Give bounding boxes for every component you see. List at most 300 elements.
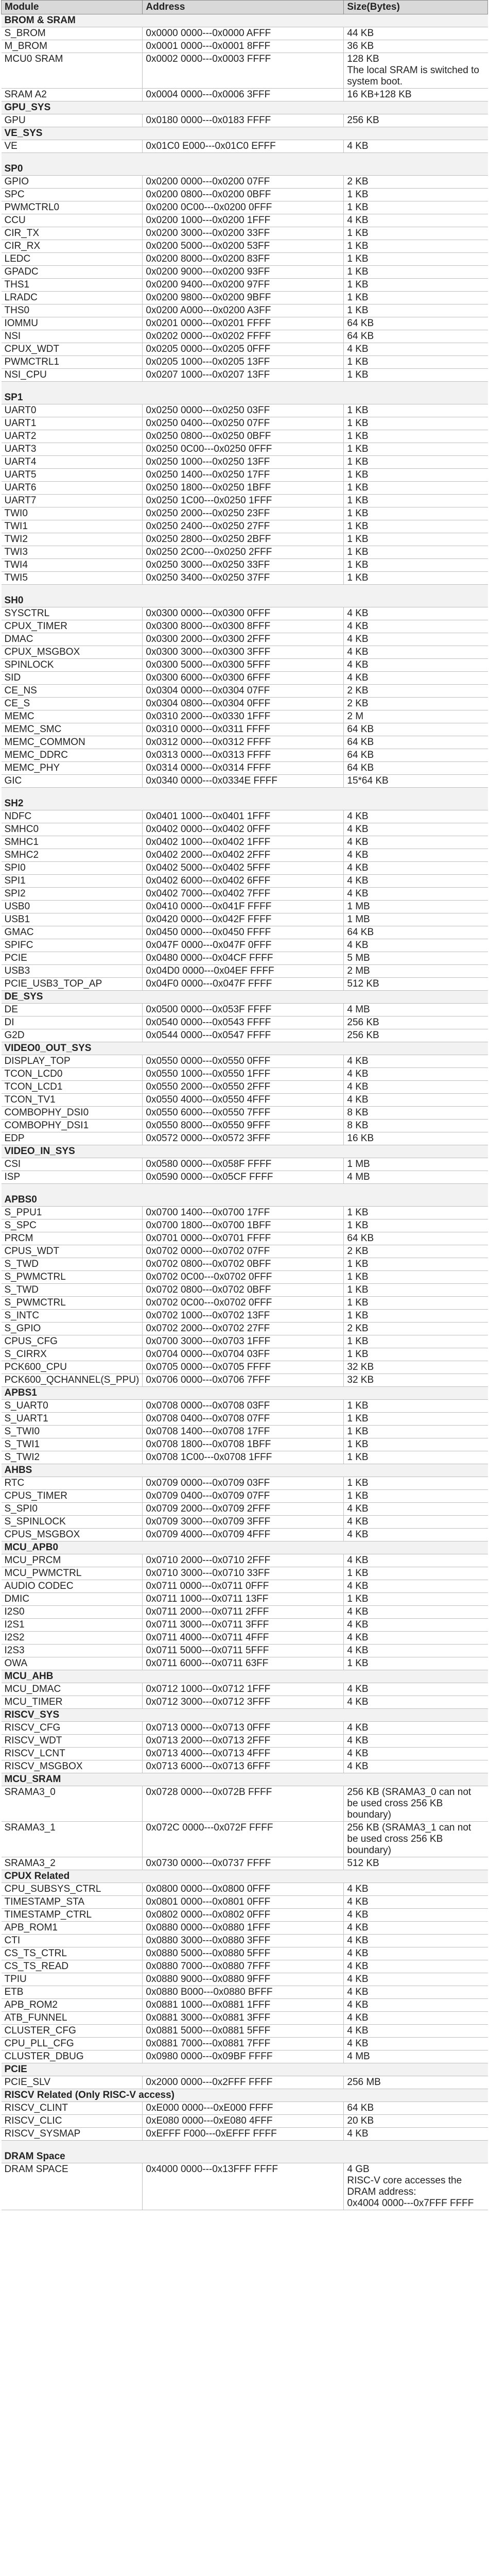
module-cell: TCON_TV1 [2, 1094, 143, 1107]
table-row [2, 304, 488, 317]
size-cell: 4 KB [344, 1722, 488, 1735]
table-row [2, 810, 488, 823]
module-cell: SPI1 [2, 875, 143, 888]
module-cell: S_TWD [2, 1284, 143, 1297]
table-row [2, 1580, 488, 1593]
table-row [2, 140, 488, 153]
size-cell: 4 KB [344, 2128, 488, 2141]
table-row [2, 369, 488, 382]
address-cell: 0x0711 2000---0x0711 2FFF [143, 1606, 344, 1619]
address-cell: 0x0250 2000---0x0250 23FF [143, 507, 344, 520]
address-cell: 0x0300 5000---0x0300 5FFF [143, 659, 344, 672]
module-cell: S_PWMCTRL [2, 1297, 143, 1310]
address-cell: 0x0202 0000---0x0202 FFFF [143, 330, 344, 343]
module-cell: S_UART0 [2, 1400, 143, 1413]
size-cell: 4 KB [344, 1580, 488, 1593]
size-cell: 4 KB [344, 939, 488, 952]
module-cell: RISCV_SYSMAP [2, 2128, 143, 2141]
table-row [2, 27, 488, 40]
module-cell: CPU_PLL_CFG [2, 2038, 143, 2050]
size-cell: 1 KB [344, 1219, 488, 1232]
size-cell: 4 GB RISC-V core accesses the DRAM address: 0x4004 0000---0x7FFF FFFF [344, 2163, 488, 2210]
table-row [2, 698, 488, 710]
address-cell: 0x0200 5000---0x0200 53FF [143, 240, 344, 253]
section-header-row [2, 991, 488, 1004]
table-row [2, 823, 488, 836]
address-cell: 0x0705 0000---0x0705 FFFF [143, 1361, 344, 1374]
size-cell: 4 KB [344, 140, 488, 153]
address-cell: 0x0402 6000---0x0402 6FFF [143, 875, 344, 888]
table-row [2, 1632, 488, 1645]
table-row [2, 1748, 488, 1760]
table-row [2, 1374, 488, 1387]
module-cell: TIMESTAMP_CTRL [2, 1909, 143, 1922]
module-cell: MEMC [2, 710, 143, 723]
module-cell: MCU_DMAC [2, 1683, 143, 1696]
module-cell: S_UART1 [2, 1413, 143, 1426]
module-cell: SYSCTRL [2, 607, 143, 620]
address-cell: 0x047F 0000---0x047F 0FFF [143, 939, 344, 952]
address-cell: 0x0704 0000---0x0704 03FF [143, 1348, 344, 1361]
size-cell: 4 KB [344, 2012, 488, 2025]
table-row [2, 1094, 488, 1107]
module-cell: UART4 [2, 456, 143, 469]
module-cell: SID [2, 672, 143, 685]
table-row [2, 2115, 488, 2128]
table-row [2, 1999, 488, 2012]
table-header-row [2, 1, 488, 14]
module-cell: USB3 [2, 965, 143, 978]
address-cell: 0x0700 1400---0x0700 17FF [143, 1207, 344, 1219]
address-cell: 0x0410 0000---0x041F FFFF [143, 901, 344, 913]
section-header-row [2, 2089, 488, 2102]
address-cell: 0x0000 0000---0x0000 AFFF [143, 27, 344, 40]
address-cell: 0x0708 0000---0x0708 03FF [143, 1400, 344, 1413]
size-cell: 1 KB [344, 1310, 488, 1323]
size-cell: 1 KB [344, 533, 488, 546]
memory-map-body [2, 14, 488, 2210]
address-cell: 0x0300 8000---0x0300 8FFF [143, 620, 344, 633]
table-row [2, 952, 488, 965]
size-cell: 1 KB [344, 546, 488, 559]
module-cell: UART2 [2, 430, 143, 443]
address-cell: 0x0701 0000---0x0701 FFFF [143, 1232, 344, 1245]
size-cell: 8 KB [344, 1107, 488, 1120]
section-header-row [2, 585, 488, 607]
table-row [2, 1554, 488, 1567]
address-cell: 0x072C 0000---0x072F FFFF [143, 1822, 344, 1857]
table-row [2, 1158, 488, 1171]
address-cell: 0x0200 A000---0x0200 A3FF [143, 304, 344, 317]
section-header-row [2, 2141, 488, 2163]
size-cell: 1 KB [344, 304, 488, 317]
table-row [2, 913, 488, 926]
module-cell: CIR_TX [2, 227, 143, 240]
table-row [2, 1284, 488, 1297]
size-cell: 1 KB [344, 469, 488, 482]
table-row [2, 1451, 488, 1464]
address-cell: 0x0702 2000---0x0702 27FF [143, 1323, 344, 1335]
address-cell: 0x0250 2400---0x0250 27FF [143, 520, 344, 533]
table-row [2, 227, 488, 240]
table-row [2, 1516, 488, 1529]
module-cell: MCU0 SRAM [2, 53, 143, 89]
table-row [2, 1986, 488, 1999]
address-cell: 0x4000 0000---0x13FFF FFFF [143, 2163, 344, 2210]
module-cell: MCU_PWMCTRL [2, 1567, 143, 1580]
table-row [2, 546, 488, 559]
section-title: DRAM Space [2, 2141, 488, 2163]
module-cell: CS_TS_READ [2, 1960, 143, 1973]
address-cell: 0x0310 0000---0x0311 FFFF [143, 723, 344, 736]
module-cell: GMAC [2, 926, 143, 939]
section-header-row [2, 1773, 488, 1786]
module-cell: PCK600_CPU [2, 1361, 143, 1374]
size-cell: 2 KB [344, 685, 488, 698]
address-cell: 0x0711 5000---0x0711 5FFF [143, 1645, 344, 1657]
size-cell: 256 KB [344, 1016, 488, 1029]
module-cell: NSI_CPU [2, 369, 143, 382]
address-cell: 0x0200 9800---0x0200 9BFF [143, 292, 344, 304]
module-cell: S_SPC [2, 1219, 143, 1232]
module-cell: IOMMU [2, 317, 143, 330]
size-cell: 1 KB [344, 417, 488, 430]
table-row [2, 685, 488, 698]
address-cell: 0x0710 3000---0x0710 33FF [143, 1567, 344, 1580]
section-title: SP1 [2, 382, 488, 404]
size-cell: 64 KB [344, 749, 488, 762]
size-cell: 512 KB [344, 1857, 488, 1870]
size-cell: 1 KB [344, 1593, 488, 1606]
address-cell: 0x0700 1800---0x0700 1BFF [143, 1219, 344, 1232]
module-cell: CIR_RX [2, 240, 143, 253]
size-cell: 4 KB [344, 1068, 488, 1081]
header-module: Module [2, 1, 143, 14]
size-cell: 4 KB [344, 1986, 488, 1999]
size-cell: 4 KB [344, 1619, 488, 1632]
address-cell: 0x0402 5000---0x0402 5FFF [143, 862, 344, 875]
table-row [2, 875, 488, 888]
address-cell: 0x0207 1000---0x0207 13FF [143, 369, 344, 382]
table-row [2, 939, 488, 952]
table-row [2, 1722, 488, 1735]
table-row [2, 659, 488, 672]
module-cell: THS1 [2, 279, 143, 292]
module-cell: TWI0 [2, 507, 143, 520]
size-cell: 4 KB [344, 620, 488, 633]
table-row [2, 1960, 488, 1973]
address-cell: 0x0201 0000---0x0201 FFFF [143, 317, 344, 330]
table-row [2, 2163, 488, 2210]
size-cell: 64 KB [344, 762, 488, 775]
size-cell: 64 KB [344, 2102, 488, 2115]
address-cell: 0xEFFF F000---0xEFFF FFFF [143, 2128, 344, 2141]
size-cell: 2 KB [344, 1323, 488, 1335]
table-row [2, 1081, 488, 1094]
address-cell: 0x2000 0000---0x2FFF FFFF [143, 2076, 344, 2089]
module-cell: USB0 [2, 901, 143, 913]
table-row [2, 836, 488, 849]
module-cell: PCIE_SLV [2, 2076, 143, 2089]
address-cell: 0x0001 0000---0x0001 8FFF [143, 40, 344, 53]
module-cell: S_TWD [2, 1258, 143, 1271]
size-cell: 4 KB [344, 1883, 488, 1896]
size-cell: 1 KB [344, 1284, 488, 1297]
address-cell: 0x0711 6000---0x0711 63FF [143, 1657, 344, 1670]
module-cell: TPIU [2, 1973, 143, 1986]
size-cell: 4 KB [344, 2025, 488, 2038]
section-header-row [2, 1042, 488, 1055]
module-cell: CPUS_MSGBOX [2, 1529, 143, 1541]
size-cell: 1 KB [344, 369, 488, 382]
table-row [2, 749, 488, 762]
address-cell: 0x0200 1000---0x0200 1FFF [143, 214, 344, 227]
size-cell: 1 KB [344, 1438, 488, 1451]
module-cell: SRAM A2 [2, 89, 143, 101]
address-cell: 0x0713 0000---0x0713 0FFF [143, 1722, 344, 1735]
module-cell: CPUS_WDT [2, 1245, 143, 1258]
module-cell: DISPLAY_TOP [2, 1055, 143, 1068]
size-cell: 4 KB [344, 823, 488, 836]
table-row [2, 1822, 488, 1857]
module-cell: CLUSTER_DBUG [2, 2050, 143, 2063]
module-cell: GPADC [2, 266, 143, 279]
address-cell: 0x0711 1000---0x0711 13FF [143, 1593, 344, 1606]
module-cell: LRADC [2, 292, 143, 304]
table-row [2, 723, 488, 736]
module-cell: I2S1 [2, 1619, 143, 1632]
module-cell: G2D [2, 1029, 143, 1042]
module-cell: PRCM [2, 1232, 143, 1245]
size-cell: 1 KB [344, 240, 488, 253]
size-cell: 256 KB [344, 1029, 488, 1042]
module-cell: DI [2, 1016, 143, 1029]
module-cell: RISCV_MSGBOX [2, 1760, 143, 1773]
size-cell: 2 KB [344, 1245, 488, 1258]
address-cell: 0x01C0 E000---0x01C0 EFFF [143, 140, 344, 153]
address-cell: 0x0550 1000---0x0550 1FFF [143, 1068, 344, 1081]
table-row [2, 1426, 488, 1438]
size-cell: 4 KB [344, 849, 488, 862]
address-cell: 0x0304 0000---0x0304 07FF [143, 685, 344, 698]
table-row [2, 1219, 488, 1232]
address-cell: 0x0480 0000---0x04CF FFFF [143, 952, 344, 965]
table-row [2, 1055, 488, 1068]
address-cell: 0x0713 4000---0x0713 4FFF [143, 1748, 344, 1760]
module-cell: SRAMA3_1 [2, 1822, 143, 1857]
address-cell: 0x0180 0000---0x0183 FFFF [143, 114, 344, 127]
size-cell: 1 KB [344, 201, 488, 214]
module-cell: DE [2, 1004, 143, 1016]
table-row [2, 1297, 488, 1310]
size-cell: 4 KB [344, 1922, 488, 1935]
module-cell: MEMC_SMC [2, 723, 143, 736]
address-cell: 0x0708 1800---0x0708 1BFF [143, 1438, 344, 1451]
size-cell: 4 KB [344, 1055, 488, 1068]
size-cell: 4 KB [344, 1516, 488, 1529]
table-row [2, 607, 488, 620]
section-header-row [2, 1709, 488, 1722]
size-cell: 4 KB [344, 1935, 488, 1947]
section-title: SP0 [2, 153, 488, 176]
module-cell: RISCV_CLIC [2, 2115, 143, 2128]
address-cell: 0x0200 8000---0x0200 83FF [143, 253, 344, 266]
size-cell: 15*64 KB [344, 775, 488, 788]
address-cell: 0x0880 B000---0x0880 BFFF [143, 1986, 344, 1999]
module-cell: UART7 [2, 495, 143, 507]
address-cell: 0x0550 0000---0x0550 0FFF [143, 1055, 344, 1068]
size-cell: 4 KB [344, 862, 488, 875]
address-cell: 0x0802 0000---0x0802 0FFF [143, 1909, 344, 1922]
address-cell: 0x0980 0000---0x09BF FFFF [143, 2050, 344, 2063]
module-cell: PWMCTRL1 [2, 356, 143, 369]
address-cell: 0x0702 0800---0x0702 0BFF [143, 1284, 344, 1297]
section-header-row [2, 153, 488, 176]
size-cell: 1 KB [344, 430, 488, 443]
table-row [2, 1438, 488, 1451]
module-cell: I2S3 [2, 1645, 143, 1657]
size-cell: 1 KB [344, 495, 488, 507]
size-cell: 1 KB [344, 1490, 488, 1503]
address-cell: 0x0800 0000---0x0800 0FFF [143, 1883, 344, 1896]
address-cell: 0x0708 0400---0x0708 07FF [143, 1413, 344, 1426]
address-cell: 0x0709 4000---0x0709 4FFF [143, 1529, 344, 1541]
table-row [2, 1760, 488, 1773]
size-cell: 1 KB [344, 1207, 488, 1219]
module-cell: RTC [2, 1477, 143, 1490]
address-cell: 0x0702 0000---0x0702 07FF [143, 1245, 344, 1258]
table-row [2, 533, 488, 546]
table-row [2, 559, 488, 572]
table-row [2, 330, 488, 343]
address-cell: 0x0300 6000---0x0300 6FFF [143, 672, 344, 685]
size-cell: 4 KB [344, 659, 488, 672]
table-row [2, 1683, 488, 1696]
section-title: VE_SYS [2, 127, 488, 140]
header-address: Address [143, 1, 344, 14]
table-row [2, 1029, 488, 1042]
address-cell: 0x0706 0000---0x0706 7FFF [143, 1374, 344, 1387]
module-cell: RISCV_CLINT [2, 2102, 143, 2115]
size-cell: 32 KB [344, 1374, 488, 1387]
table-row [2, 926, 488, 939]
address-cell: 0x0200 9400---0x0200 97FF [143, 279, 344, 292]
address-cell: 0x0702 0C00---0x0702 0FFF [143, 1271, 344, 1284]
table-row [2, 1310, 488, 1323]
address-cell: 0x0205 0000---0x0205 0FFF [143, 343, 344, 356]
size-cell: 1 KB [344, 1271, 488, 1284]
size-cell: 4 KB [344, 1696, 488, 1709]
module-cell: MEMC_COMMON [2, 736, 143, 749]
address-cell: 0x0711 4000---0x0711 4FFF [143, 1632, 344, 1645]
table-row [2, 888, 488, 901]
size-cell: 1 MB [344, 1158, 488, 1171]
size-cell: 44 KB [344, 27, 488, 40]
size-cell: 4 KB [344, 646, 488, 659]
module-cell: GIC [2, 775, 143, 788]
address-cell: 0x0450 0000---0x0450 FFFF [143, 926, 344, 939]
size-cell: 4 KB [344, 672, 488, 685]
address-cell: 0x0881 7000---0x0881 7FFF [143, 2038, 344, 2050]
section-title: APBS1 [2, 1387, 488, 1400]
size-cell: 4 KB [344, 607, 488, 620]
size-cell: 64 KB [344, 330, 488, 343]
size-cell: 256 KB (SRAMA3_1 can not be used cross 256 KB boundary) [344, 1822, 488, 1857]
table-row [2, 1004, 488, 1016]
table-row [2, 978, 488, 991]
address-cell: 0x0880 9000---0x0880 9FFF [143, 1973, 344, 1986]
size-cell: 36 KB [344, 40, 488, 53]
address-cell: 0x0310 2000---0x0330 1FFF [143, 710, 344, 723]
module-cell: TWI5 [2, 572, 143, 585]
size-cell: 1 KB [344, 404, 488, 417]
size-cell: 1 KB [344, 1426, 488, 1438]
size-cell: 4 KB [344, 1683, 488, 1696]
module-cell: UART3 [2, 443, 143, 456]
table-row [2, 620, 488, 633]
address-cell: 0x0250 0400---0x0250 07FF [143, 417, 344, 430]
section-header-row [2, 127, 488, 140]
section-header-row [2, 2063, 488, 2076]
table-row [2, 736, 488, 749]
address-cell: 0x0312 0000---0x0312 FFFF [143, 736, 344, 749]
module-cell: UART0 [2, 404, 143, 417]
module-cell: S_PPU1 [2, 1207, 143, 1219]
size-cell: 64 KB [344, 736, 488, 749]
table-row [2, 469, 488, 482]
table-row [2, 292, 488, 304]
size-cell: 1 KB [344, 227, 488, 240]
address-cell: 0x0880 5000---0x0880 5FFF [143, 1947, 344, 1960]
address-cell: 0x0801 0000---0x0801 0FFF [143, 1896, 344, 1909]
size-cell: 64 KB [344, 723, 488, 736]
table-row [2, 495, 488, 507]
table-row [2, 1207, 488, 1219]
size-cell: 4 KB [344, 1760, 488, 1773]
module-cell: I2S2 [2, 1632, 143, 1645]
header-size: Size(Bytes) [344, 1, 488, 14]
address-cell: 0x0002 0000---0x0003 FFFF [143, 53, 344, 89]
address-cell: 0x0709 2000---0x0709 2FFF [143, 1503, 344, 1516]
section-header-row [2, 382, 488, 404]
module-cell: MCU_TIMER [2, 1696, 143, 1709]
address-cell: 0x0709 0000---0x0709 03FF [143, 1477, 344, 1490]
module-cell: CPUS_CFG [2, 1335, 143, 1348]
size-cell: 1 KB [344, 507, 488, 520]
module-cell: THS0 [2, 304, 143, 317]
table-row [2, 1619, 488, 1632]
size-cell: 1 KB [344, 1567, 488, 1580]
size-cell: 4 KB [344, 1947, 488, 1960]
size-cell: 20 KB [344, 2115, 488, 2128]
section-title: AHBS [2, 1464, 488, 1477]
module-cell: SMHC2 [2, 849, 143, 862]
address-cell: 0x04D0 0000---0x04EF FFFF [143, 965, 344, 978]
size-cell: 4 KB [344, 1960, 488, 1973]
address-cell: 0x0580 0000---0x058F FFFF [143, 1158, 344, 1171]
address-cell: 0x0711 0000---0x0711 0FFF [143, 1580, 344, 1593]
address-cell: 0x0730 0000---0x0737 FFFF [143, 1857, 344, 1870]
module-cell: APB_ROM1 [2, 1922, 143, 1935]
table-row [2, 1567, 488, 1580]
table-row [2, 317, 488, 330]
size-cell: 1 KB [344, 1335, 488, 1348]
address-cell: 0x0402 1000---0x0402 1FFF [143, 836, 344, 849]
address-cell: 0x0250 1000---0x0250 13FF [143, 456, 344, 469]
table-row [2, 520, 488, 533]
table-row [2, 2050, 488, 2063]
size-cell: 1 KB [344, 1297, 488, 1310]
